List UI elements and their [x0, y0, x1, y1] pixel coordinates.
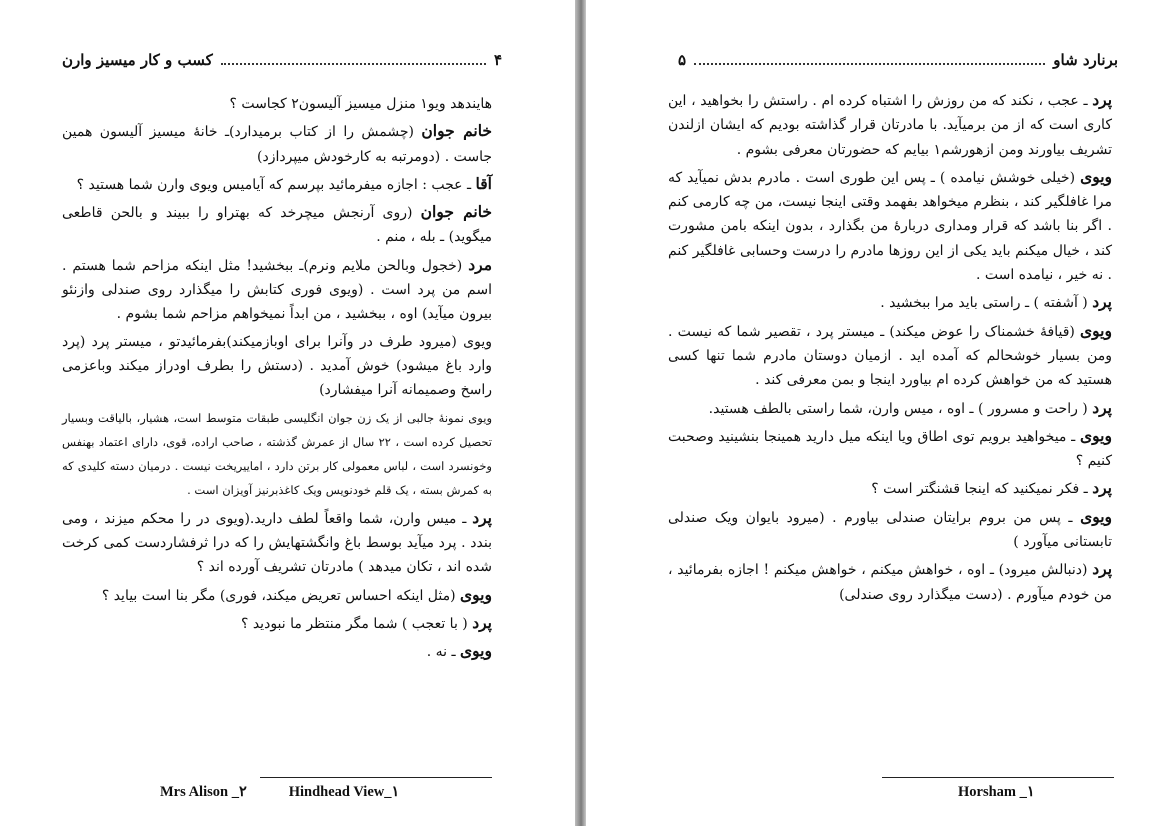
- speaker-name: ویوی: [1080, 166, 1113, 186]
- dialogue-text: ـ نه .: [426, 644, 456, 661]
- footnote-1: Horsham _۱: [958, 784, 1035, 800]
- right-footnotes: [958, 784, 1035, 806]
- dialogue-paragraph: [668, 88, 1112, 162]
- right-running-title: برنارد شاو: [1053, 51, 1118, 69]
- footnote-2: Mrs Alison _۲: [160, 784, 247, 800]
- book-gutter: [575, 0, 586, 826]
- dialogue-paragraph: [668, 165, 1112, 287]
- dialogue-text: ـ میخواهید برویم توی اطاق ویا اینکه میل دارید همینجا بنشینید وصحبت کنیم ؟: [668, 428, 1112, 470]
- dialogue-text: ( آشفته ) ـ راستی باید مرا ببخشید .: [880, 295, 1088, 312]
- dialogue-text: ـ عجب ، نکند که من روزش را اشتباه کرده ام . راستش را بخواهید ، این کاری است که از من برمیآید. با مادرتان قرار گذاشته بودیم که ایشان ازلندن تشریف بیاورند ومن ازهورشم۱ بیایم که حضورتان معرفی بشوم .: [668, 93, 1112, 158]
- dialogue-text: (روی آرنجش میچرخد که بهتراو را ببیند و بالحن قاطعی میگوید) ـ بله ، منم .: [62, 205, 492, 246]
- dialogue-text: (قیافهٔ خشمناک را عوض میکند) ـ میستر پرد ، تقصیر شما که نیست . ومن بسیار خوشحالم که آمده اید . ازمیان دوستان مادرم شما تنها کسی هستید که من خواهش کرده ام بیاورد اینجا و بمن معرفی کند .: [668, 323, 1112, 389]
- speaker-name: پرد: [1092, 90, 1113, 109]
- dialogue-text: (چشمش را از کتاب برمیدارد)ـ خانهٔ میسیز آلیسون همین جاست . (دومرتبه به کارخودش میپردازد): [62, 124, 492, 165]
- left-footnotes: [160, 784, 399, 806]
- footnote-1: Hindhead View_۱: [288, 784, 400, 800]
- speaker-name: آقا: [475, 173, 492, 193]
- dialogue-paragraph: [62, 92, 492, 116]
- dialogue-text: ویوی (میرود طرف در وآنرا برای اوبازمیکند)بفرمائیدتو ، میستر پرد (پرد وارد باغ میشود) خوش آمدید . (دستش را بطرف اودراز میکند وباعزمی راسخ وصمیمانه آنرا میفشارد): [62, 333, 492, 399]
- right-page-number: ۵: [678, 51, 687, 69]
- speaker-name: پرد: [1092, 559, 1113, 579]
- dialogue-text: ـ فکر نمیکنید که اینجا قشنگتر است ؟: [871, 481, 1088, 498]
- left-running-title: کسب و کار میسیز وارن: [62, 51, 213, 69]
- speaker-name: ویوی: [1080, 506, 1113, 526]
- right-running-head: [678, 48, 1118, 72]
- dialogue-paragraph: [62, 172, 492, 197]
- speaker-name: مرد: [468, 254, 492, 274]
- dialogue-paragraph: [62, 583, 492, 608]
- speaker-name: پرد: [1092, 397, 1112, 417]
- dialogue-text: ـ عجب : اجازه میفرمائید بپرسم که آیامیس ویوی وارن شما هستید ؟: [76, 176, 472, 193]
- dialogue-text: ـ پس من بروم برایتان صندلی بیاورم . (میرود بایوان ویک صندلی تابستانی میآورد ): [668, 509, 1112, 551]
- dialogue-paragraph: [62, 119, 492, 169]
- dialogue-paragraph: [668, 505, 1112, 555]
- dialogue-paragraph: [62, 406, 492, 503]
- speaker-name: ویوی: [1080, 320, 1112, 340]
- speaker-name: پرد: [1092, 292, 1112, 312]
- right-page: [586, 0, 1162, 826]
- leader-dots: [694, 55, 1045, 65]
- speaker-name: پرد: [472, 612, 492, 632]
- dialogue-text: ـ میس وارن، شما واقعاً لطف دارید.(ویوی در را محکم میزند ، ومی بندد . پرد میآید بوسط باغ وانگشتهایش را که درا ثرفشاردست کمی کرخت شده اند ، تکان میدهد ) مادرتان تشریف آورده اند ؟: [62, 510, 492, 576]
- leader-dots: [221, 55, 486, 65]
- left-body-text: [62, 92, 492, 668]
- dialogue-paragraph: [62, 200, 492, 250]
- left-footnote-rule: [260, 777, 492, 778]
- dialogue-paragraph: [62, 253, 492, 327]
- dialogue-text: ویوی نمونهٔ جالبی از یک زن جوان انگلیسی طبقات متوسط است، هشیار، بالیاقت وبسیار تحصیل کرده است ، ۲۲ سال از عمرش گذشته ، صاحب اراده، قوی، دارای اعتماد بهنفس وخونسرد است ، لباس معمولی کار برتن دارد ، اماییریخت نیست . درمیان دسته کلیدی که به کمرش بسته ، یک قلم خودنویس ویک کاغذبرنیز آویزان است .: [62, 410, 492, 498]
- left-page: [0, 0, 575, 826]
- dialogue-text: ( راحت و مسرور ) ـ اوه ، میس وارن، شما راستی بالطف هستید.: [708, 400, 1088, 417]
- dialogue-paragraph: [668, 290, 1112, 315]
- dialogue-paragraph: [668, 424, 1112, 474]
- dialogue-text: (خیلی خوشش نیامده ) ـ پس این طوری است . مادرم بدش نمیآید که مرا غافلگیر کند ، بنظرم میخواهد بفهمد وقتی اینجا نیست، من چه کارمی کنم . اگر بنا باشد که قرار ومداری دربارهٔ من بگذارد ، بدون اینکه بامن مشورت کند ، خیال میکنم باید یکی از این روزها مادرم را درست وحسابی غافلگیر کنم . نه خیر ، نیامده است .: [668, 169, 1112, 284]
- speaker-name: خانم جوان: [420, 202, 493, 222]
- dialogue-text: هایندهد ویو۱ منزل میسیز آلیسون۲ کجاست ؟: [229, 96, 492, 112]
- dialogue-paragraph: [62, 639, 492, 664]
- dialogue-paragraph: [668, 319, 1112, 393]
- left-running-head: [62, 48, 502, 72]
- dialogue-paragraph: [62, 330, 492, 403]
- speaker-name: ویوی: [460, 584, 492, 604]
- speaker-name: ویوی: [1080, 425, 1112, 445]
- dialogue-text: (خجول وبالحن ملایم ونرم)ـ ببخشید! مثل اینکه مزاحم شما هستم . اسم من پرد است . (ویوی فوری کتابش را میگذارد روی صندلی وازنئو بیرون میآید) اوه ، ببخشید ، من ابداً نمیخواهم مزاحم شما بشوم .: [62, 257, 492, 323]
- right-footnote-rule: [882, 777, 1114, 778]
- dialogue-paragraph: [668, 476, 1112, 501]
- dialogue-paragraph: [668, 396, 1112, 421]
- dialogue-paragraph: [62, 506, 492, 580]
- dialogue-text: (دنبالش میرود) ـ اوه ، خواهش میکنم ، خواهش میکنم ! اجازه بفرمائید ، من خودم میآورم . (دست میگذارد روی صندلی): [668, 562, 1112, 603]
- dialogue-text: (مثل اینکه احساس تعریض میکند، فوری) مگر بنا است بیاید ؟: [101, 587, 456, 604]
- left-page-number: ۴: [493, 51, 502, 69]
- dialogue-paragraph: [62, 611, 492, 636]
- speaker-name: ویوی: [460, 641, 492, 661]
- dialogue-paragraph: [668, 557, 1112, 607]
- dialogue-text: ( با تعجب ) شما مگر منتظر ما نبودید ؟: [240, 615, 468, 632]
- speaker-name: خانم جوان: [421, 121, 493, 141]
- right-body-text: [668, 88, 1112, 610]
- speaker-name: پرد: [1092, 478, 1112, 498]
- speaker-name: پرد: [472, 507, 492, 527]
